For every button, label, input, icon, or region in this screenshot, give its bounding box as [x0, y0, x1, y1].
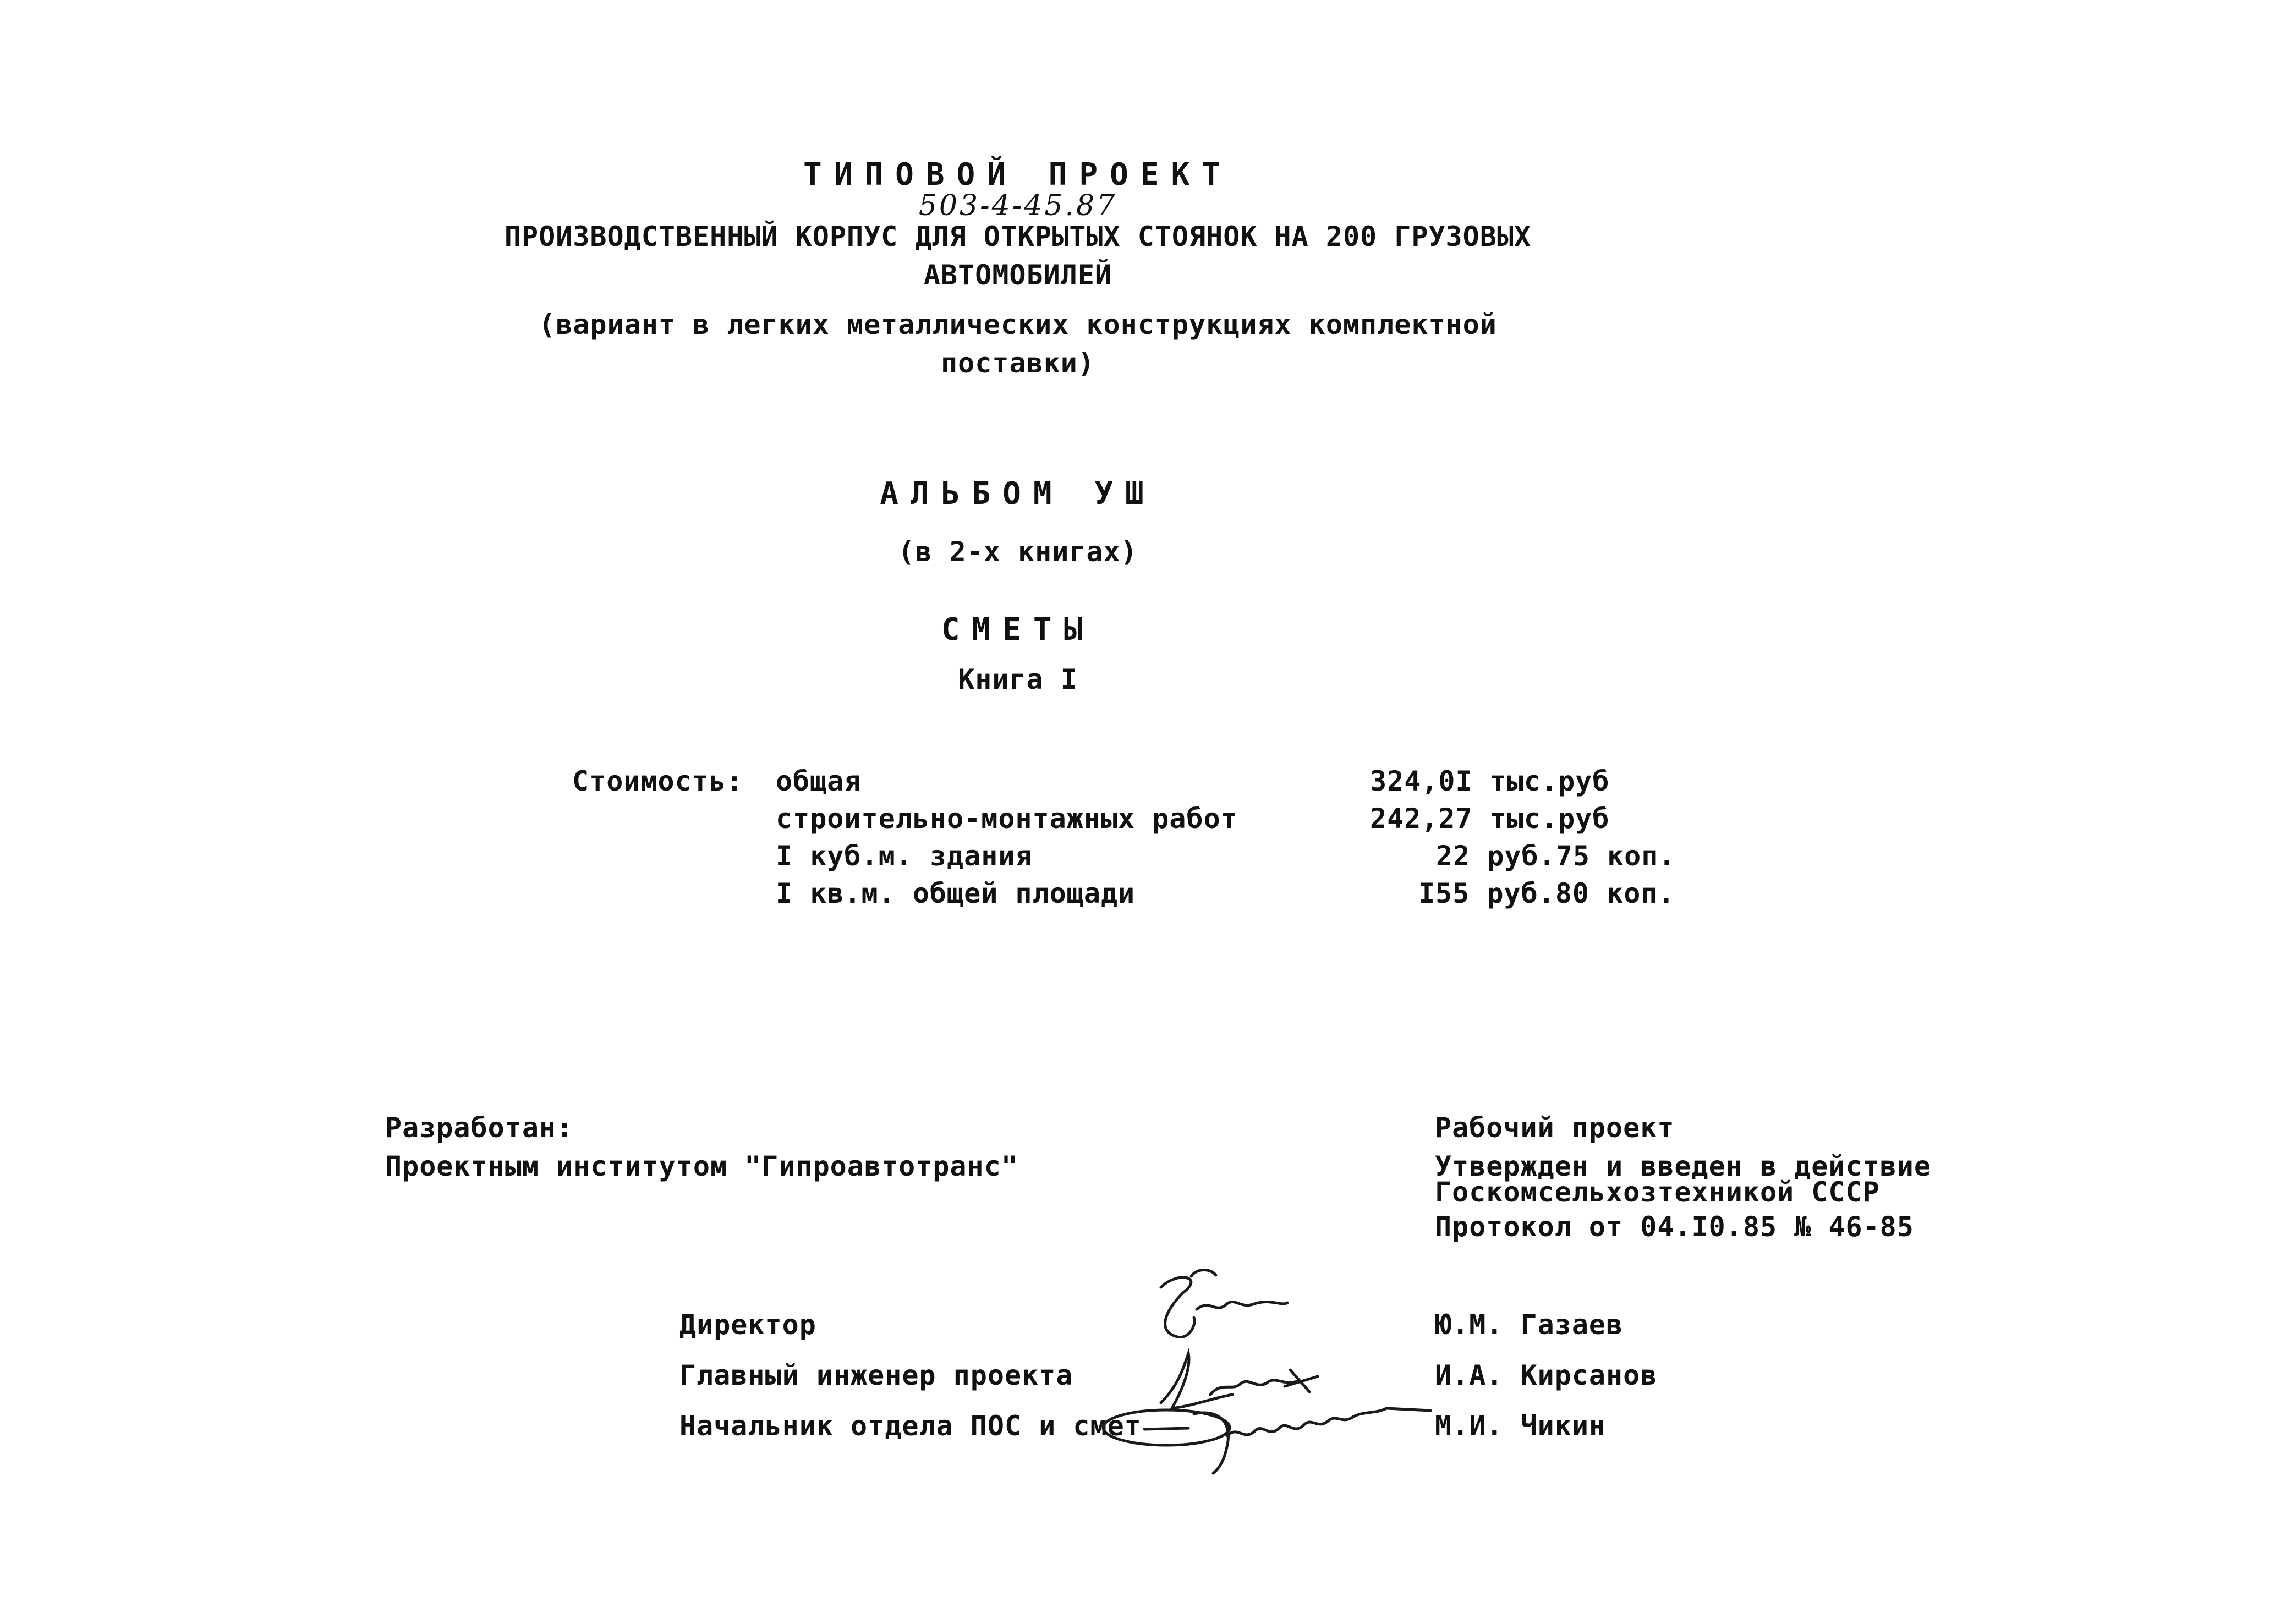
cost-row-value: 22 руб.75 коп.	[1436, 840, 1676, 872]
cost-row-value: 324,0I тыс.руб	[1370, 765, 1610, 797]
project-code: 503-4-45.87	[918, 189, 1117, 222]
cost-row-value: 242,27 тыс.руб	[1370, 803, 1610, 835]
cost-label: Стоимость:	[572, 765, 744, 797]
project-variant-line-1: (вариант в легких металлических конструкциях комплектной	[539, 309, 1497, 341]
signatory-role: Главный инженер проекта	[679, 1359, 1073, 1391]
document-title: ТИПОВОЙ ПРОЕКТ	[803, 157, 1232, 193]
signatory-role: Директор	[679, 1309, 816, 1341]
cost-row-name: I куб.м. здания	[776, 840, 1033, 872]
book-number: Книга I	[958, 663, 1078, 695]
approval-line-4: Протокол от 04.I0.85 № 46-85	[1435, 1211, 1914, 1243]
approval-line-3: Госкомсельхозтехникой СССР	[1435, 1176, 1880, 1208]
album-title: АЛЬБОМ УШ	[880, 476, 1156, 512]
section-title: СМЕТЫ	[941, 612, 1095, 648]
cost-row-name: общая	[776, 765, 862, 797]
developer-organization: Проектным институтом "Гипроавтотранс"	[385, 1150, 1018, 1182]
signatory-name: Ю.М. Газаев	[1435, 1309, 1624, 1341]
project-subject-line-1: ПРОИЗВОДСТВЕННЫЙ КОРПУС ДЛЯ ОТКРЫТЫХ СТОЯНОК НА 200 ГРУЗОВЫХ	[504, 221, 1532, 253]
developer-label: Разработан:	[385, 1112, 574, 1144]
signatory-name: М.И. Чикин	[1435, 1410, 1607, 1442]
project-variant-line-2: поставки)	[941, 347, 1095, 379]
cost-row-name: строительно-монтажных работ	[776, 803, 1238, 835]
department-head-signature	[1100, 1392, 1441, 1480]
approval-line-1: Рабочий проект	[1435, 1112, 1675, 1144]
signatory-name: И.А. Кирсанов	[1435, 1359, 1658, 1391]
cost-row-value: I55 руб.80 коп.	[1418, 877, 1675, 909]
cost-row-name: I кв.м. общей площади	[776, 877, 1136, 909]
album-books-note: (в 2-х книгах)	[898, 536, 1138, 568]
approval-line-2: Утвержден и введен в действие	[1435, 1150, 1931, 1182]
signatory-role: Начальник отдела ПОС и смет	[679, 1410, 1142, 1442]
project-subject-line-2: АВТОМОБИЛЕЙ	[923, 259, 1112, 291]
